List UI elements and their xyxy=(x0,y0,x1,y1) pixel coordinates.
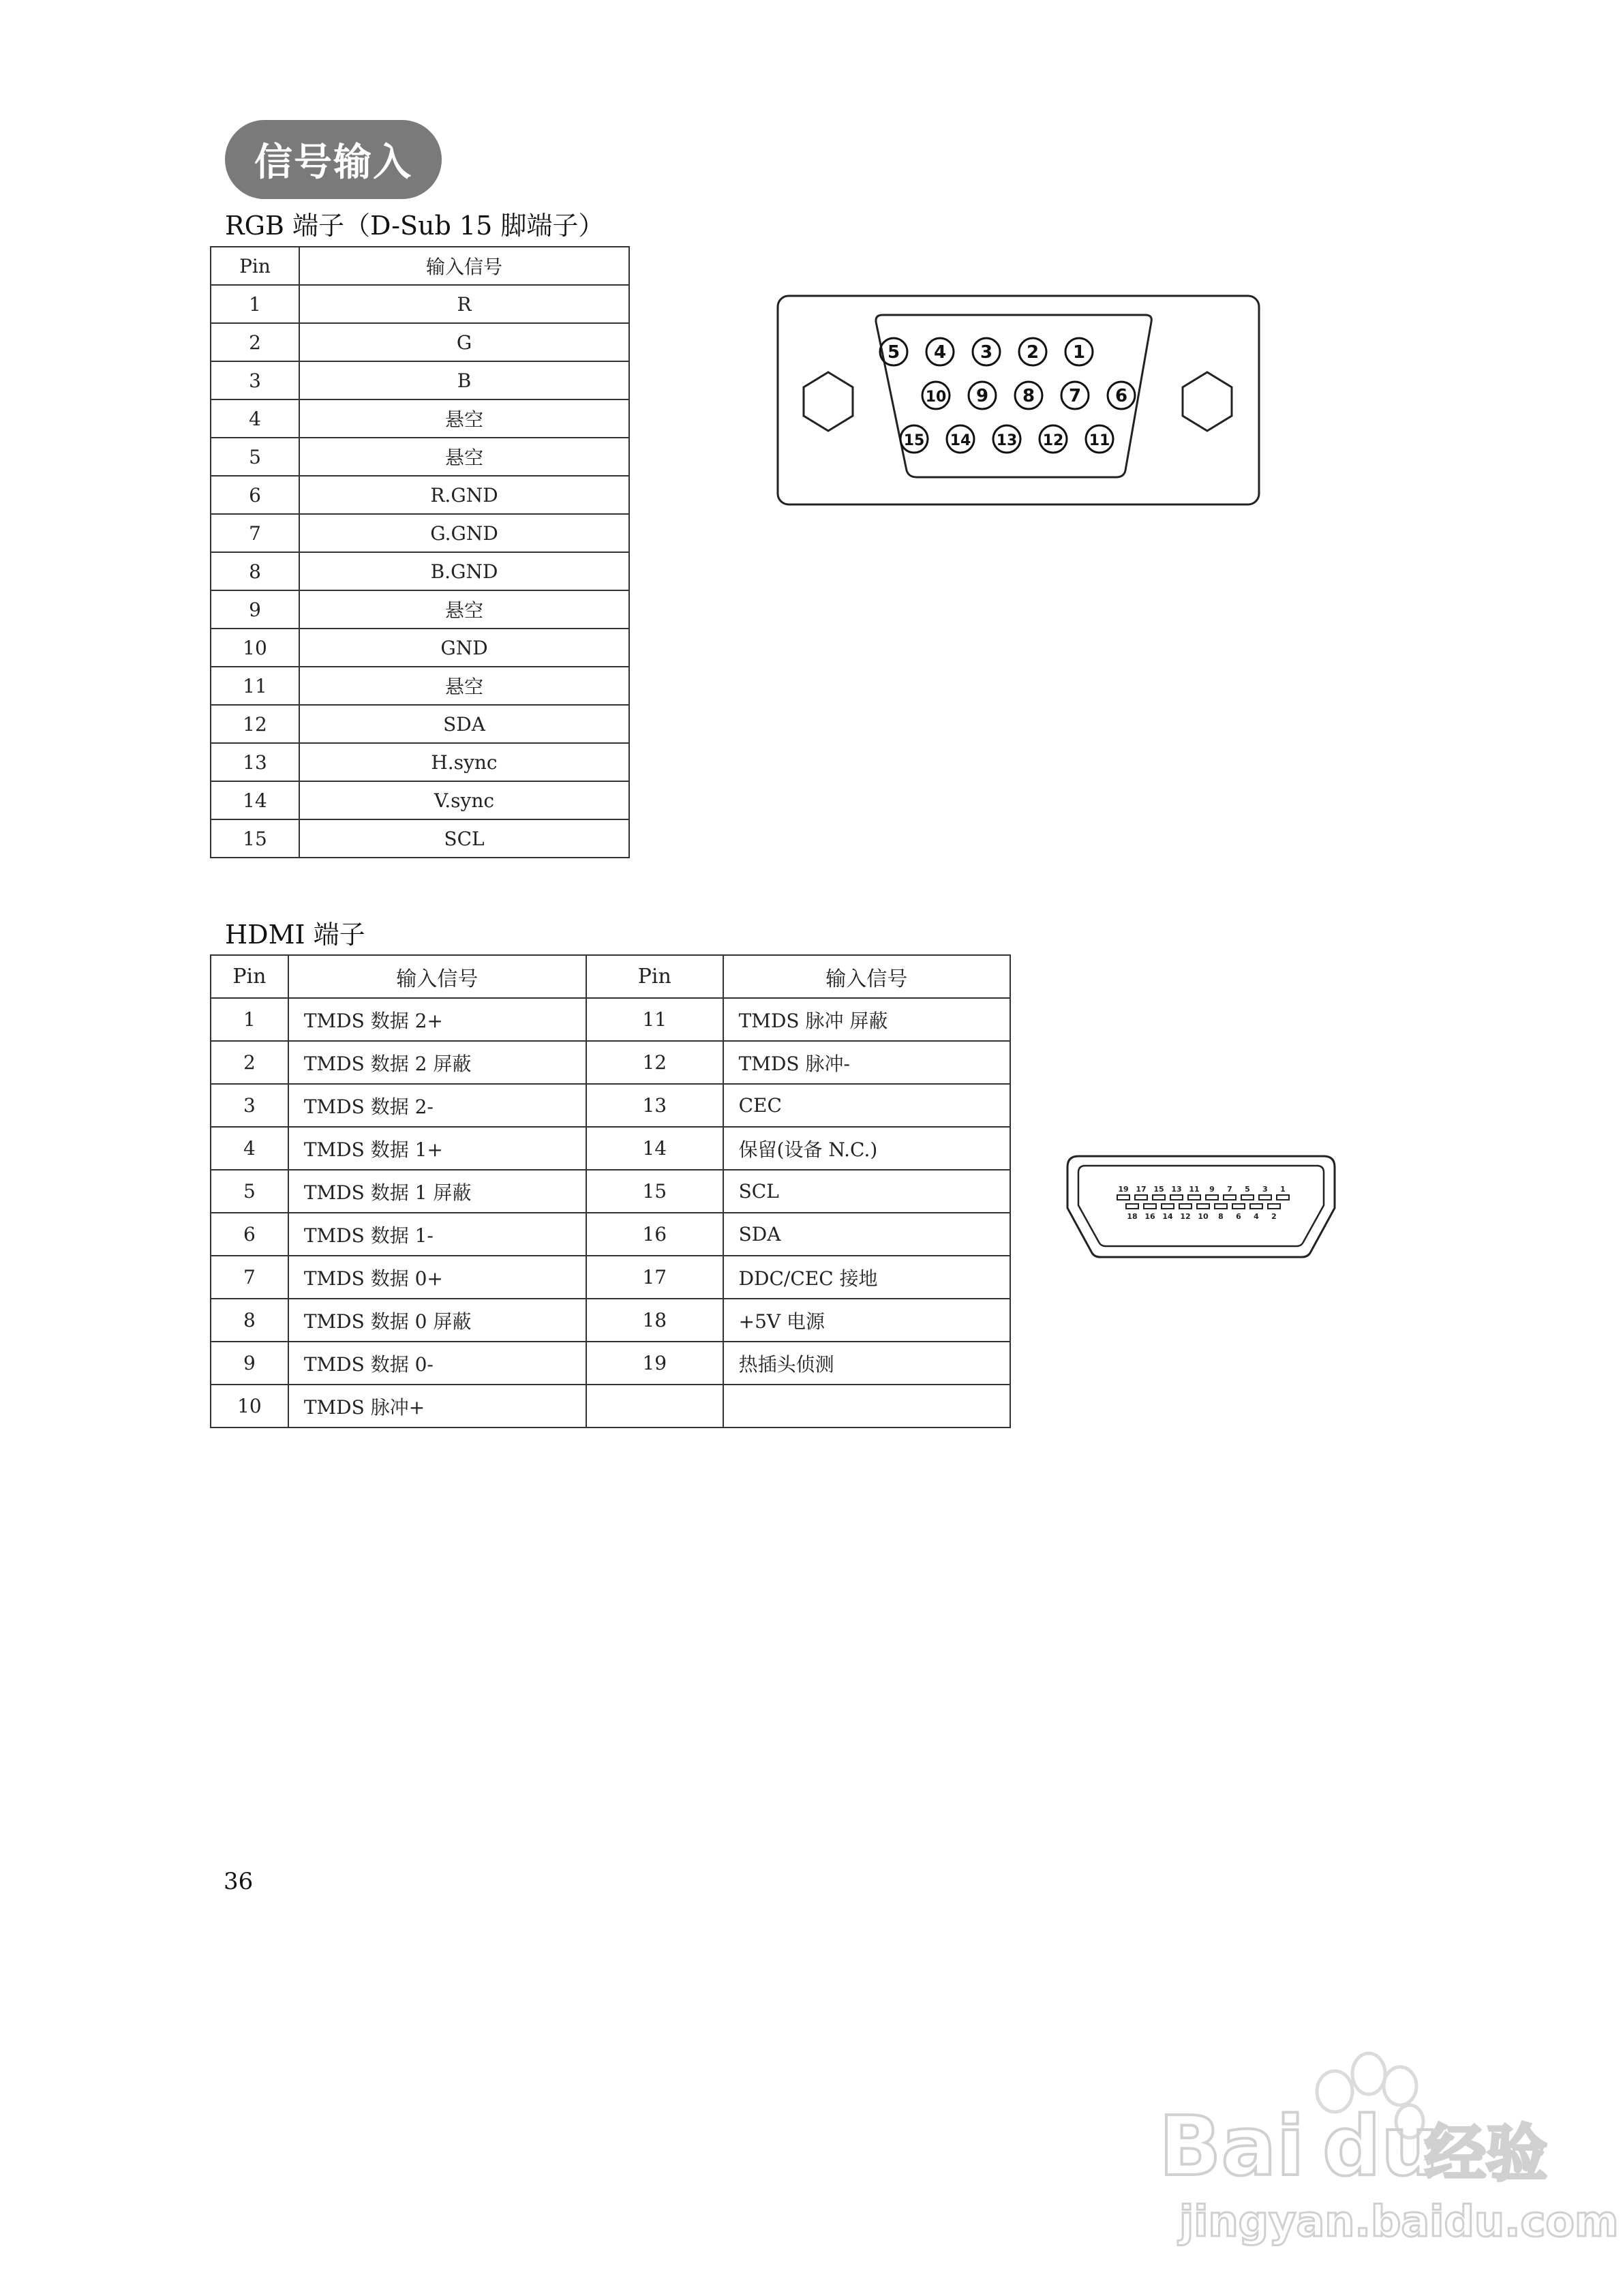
pin-number-left: 8 xyxy=(211,1299,288,1342)
hdmi-pin-label: 11 xyxy=(1189,1185,1200,1194)
hdmi-pin-contact xyxy=(1153,1195,1165,1200)
signal-name-left: TMDS 数据 2+ xyxy=(288,998,586,1041)
signal-name-left: TMDS 脉冲+ xyxy=(288,1385,586,1428)
vga-pin-label: 10 xyxy=(925,389,947,406)
signal-name-left: TMDS 数据 2- xyxy=(288,1084,586,1127)
pin-number-left: 5 xyxy=(211,1170,288,1213)
signal-name-right: TMDS 脉冲 屏蔽 xyxy=(723,998,1010,1041)
table-header-row xyxy=(211,247,629,285)
signal-name-right: +5V 电源 xyxy=(723,1299,1010,1342)
hdmi-pin-contact xyxy=(1232,1204,1245,1209)
vga-pin-label: 9 xyxy=(975,386,989,406)
hdmi-pin-contact xyxy=(1250,1204,1262,1209)
signal-name-left: TMDS 数据 0- xyxy=(288,1342,586,1385)
hdmi-pin-contact xyxy=(1215,1204,1227,1209)
hdmi-pin-contact xyxy=(1117,1195,1129,1200)
pin-number: 15 xyxy=(211,819,299,858)
watermark-logo xyxy=(1152,2038,1619,2256)
signal-name-right: SCL xyxy=(723,1170,1010,1213)
pin-number-right: 19 xyxy=(586,1342,723,1385)
section-title: 信号输入 xyxy=(225,120,442,199)
hdmi-pin-contact xyxy=(1197,1204,1209,1209)
hdmi-pin-table xyxy=(210,954,1011,1428)
signal-name: H.sync xyxy=(299,743,629,781)
pin-number-left: 2 xyxy=(211,1041,288,1084)
pin-number: 12 xyxy=(211,705,299,743)
hdmi-pin-contact xyxy=(1179,1204,1192,1209)
signal-name-left: TMDS 数据 2 屏蔽 xyxy=(288,1041,586,1084)
signal-name: 悬空 xyxy=(299,590,629,629)
pin-number: 4 xyxy=(211,399,299,438)
vga-pin-label: 11 xyxy=(1089,432,1110,449)
hdmi-pin-label: 15 xyxy=(1153,1185,1164,1194)
hdmi-pin-label: 10 xyxy=(1198,1212,1209,1221)
header-signal: 输入信号 xyxy=(299,247,629,285)
header-signal-left: 输入信号 xyxy=(288,955,586,998)
pin-number-right xyxy=(586,1385,723,1428)
hdmi-pin-label: 16 xyxy=(1144,1212,1155,1221)
hdmi-pin-label: 3 xyxy=(1262,1185,1268,1194)
header-pin-right: Pin xyxy=(586,955,723,998)
pin-number: 5 xyxy=(211,438,299,476)
signal-name-right: TMDS 脉冲- xyxy=(723,1041,1010,1084)
watermark-url: jingyan.baidu.com xyxy=(1179,2196,1619,2246)
signal-name-right: SDA xyxy=(723,1213,1010,1256)
pin-number-left: 10 xyxy=(211,1385,288,1428)
table-row xyxy=(211,285,629,323)
hdmi-caption: HDMI 端子 xyxy=(225,920,365,950)
table-row xyxy=(211,1256,1010,1299)
table-row xyxy=(211,1299,1010,1342)
pin-number: 14 xyxy=(211,781,299,819)
vga-pin-label: 15 xyxy=(903,432,925,449)
pin-number-left: 6 xyxy=(211,1213,288,1256)
signal-name: SCL xyxy=(299,819,629,858)
vga-pin-label: 4 xyxy=(933,342,947,363)
signal-name-right: CEC xyxy=(723,1084,1010,1127)
table-row xyxy=(211,323,629,361)
hdmi-pin-label: 4 xyxy=(1254,1212,1259,1221)
pin-number: 13 xyxy=(211,743,299,781)
svg-text:经验: 经验 xyxy=(1425,2118,1547,2190)
signal-name: R xyxy=(299,285,629,323)
signal-name: 悬空 xyxy=(299,667,629,705)
table-row xyxy=(211,590,629,629)
vga-pin-label: 5 xyxy=(887,342,900,363)
table-header-row xyxy=(211,955,1010,998)
signal-name: SDA xyxy=(299,705,629,743)
table-row xyxy=(211,1041,1010,1084)
hdmi-pin-contact xyxy=(1206,1195,1218,1200)
hdmi-connector-diagram xyxy=(1065,1153,1337,1260)
hdmi-pin-label: 6 xyxy=(1236,1212,1241,1221)
pin-number-right: 12 xyxy=(586,1041,723,1084)
pin-number: 2 xyxy=(211,323,299,361)
table-row xyxy=(211,361,629,399)
hdmi-pin-contact xyxy=(1170,1195,1183,1200)
signal-name: B.GND xyxy=(299,552,629,590)
pin-number-left: 1 xyxy=(211,998,288,1041)
hdmi-pin-label: 17 xyxy=(1136,1185,1147,1194)
pin-number: 7 xyxy=(211,514,299,552)
header-pin-left: Pin xyxy=(211,955,288,998)
hdmi-pin-contact xyxy=(1277,1195,1289,1200)
pin-number: 1 xyxy=(211,285,299,323)
table-row xyxy=(211,514,629,552)
pin-number: 10 xyxy=(211,629,299,667)
signal-name-right xyxy=(723,1385,1010,1428)
signal-name-left: TMDS 数据 0+ xyxy=(288,1256,586,1299)
hdmi-pin-label: 7 xyxy=(1227,1185,1232,1194)
vga-pin-label: 13 xyxy=(996,432,1018,449)
pin-number-left: 4 xyxy=(211,1127,288,1170)
hdmi-pin-contact xyxy=(1126,1204,1138,1209)
svg-text:du: du xyxy=(1322,2100,1440,2194)
hdmi-pin-contact xyxy=(1268,1204,1280,1209)
table-row xyxy=(211,1084,1010,1127)
pin-number-right: 11 xyxy=(586,998,723,1041)
signal-name-left: TMDS 数据 1+ xyxy=(288,1127,586,1170)
signal-name: G.GND xyxy=(299,514,629,552)
rgb-caption: RGB 端子（D-Sub 15 脚端子） xyxy=(225,211,605,241)
signal-name-right: 热插头侦测 xyxy=(723,1342,1010,1385)
table-row xyxy=(211,552,629,590)
svg-text:Bai: Bai xyxy=(1159,2100,1305,2194)
hdmi-pin-contact xyxy=(1144,1204,1156,1209)
table-row xyxy=(211,743,629,781)
table-row xyxy=(211,1170,1010,1213)
hdmi-pin-label: 2 xyxy=(1271,1212,1277,1221)
vga-pin-label: 6 xyxy=(1114,386,1128,406)
pin-number: 9 xyxy=(211,590,299,629)
hdmi-pin-label: 9 xyxy=(1209,1185,1215,1194)
hdmi-pin-contact xyxy=(1241,1195,1254,1200)
hdmi-pin-contact xyxy=(1259,1195,1271,1200)
vga-pin-label: 14 xyxy=(950,432,971,449)
hdmi-pin-label: 8 xyxy=(1218,1212,1224,1221)
pin-number: 11 xyxy=(211,667,299,705)
signal-name-left: TMDS 数据 1- xyxy=(288,1213,586,1256)
signal-name: R.GND xyxy=(299,476,629,514)
table-row xyxy=(211,705,629,743)
hdmi-pin-contact xyxy=(1188,1195,1200,1200)
vga-pin-label: 8 xyxy=(1022,386,1035,406)
hdmi-pin-label: 14 xyxy=(1162,1212,1173,1221)
signal-name-right: 保留(设备 N.C.) xyxy=(723,1127,1010,1170)
table-row xyxy=(211,1342,1010,1385)
pin-number-right: 17 xyxy=(586,1256,723,1299)
signal-name-left: TMDS 数据 0 屏蔽 xyxy=(288,1299,586,1342)
signal-name: V.sync xyxy=(299,781,629,819)
vga-pin-label: 12 xyxy=(1042,432,1064,449)
hdmi-pin-label: 13 xyxy=(1171,1185,1182,1194)
table-row xyxy=(211,629,629,667)
table-row xyxy=(211,667,629,705)
table-row xyxy=(211,1127,1010,1170)
rgb-pin-table xyxy=(210,246,630,858)
pin-number-right: 16 xyxy=(586,1213,723,1256)
vga-pin-label: 3 xyxy=(980,342,993,363)
table-row xyxy=(211,1385,1010,1428)
hdmi-pin-label: 19 xyxy=(1118,1185,1129,1194)
signal-name: 悬空 xyxy=(299,399,629,438)
hdmi-pin-contact xyxy=(1135,1195,1147,1200)
page-number: 36 xyxy=(224,1868,254,1895)
signal-name: 悬空 xyxy=(299,438,629,476)
pin-number-right: 15 xyxy=(586,1170,723,1213)
hdmi-pin-label: 18 xyxy=(1127,1212,1138,1221)
hdmi-pin-label: 12 xyxy=(1180,1212,1191,1221)
hdmi-pin-contact xyxy=(1162,1204,1174,1209)
signal-name: G xyxy=(299,323,629,361)
pin-number-right: 14 xyxy=(586,1127,723,1170)
signal-name-left: TMDS 数据 1 屏蔽 xyxy=(288,1170,586,1213)
table-row xyxy=(211,998,1010,1041)
pin-number-right: 18 xyxy=(586,1299,723,1342)
table-row xyxy=(211,819,629,858)
hdmi-pin-label: 5 xyxy=(1245,1185,1250,1194)
header-signal-right: 输入信号 xyxy=(723,955,1010,998)
vga-pin-label: 2 xyxy=(1026,342,1040,363)
pin-number-left: 9 xyxy=(211,1342,288,1385)
pin-number-right: 13 xyxy=(586,1084,723,1127)
pin-number: 3 xyxy=(211,361,299,399)
pin-number-left: 7 xyxy=(211,1256,288,1299)
table-row xyxy=(211,781,629,819)
vga-pin-label: 7 xyxy=(1068,386,1082,406)
header-pin: Pin xyxy=(211,247,299,285)
hdmi-pin-contact xyxy=(1224,1195,1236,1200)
table-row xyxy=(211,438,629,476)
pin-number: 8 xyxy=(211,552,299,590)
signal-name: GND xyxy=(299,629,629,667)
hdmi-pin-label: 1 xyxy=(1280,1185,1286,1194)
vga-connector-diagram xyxy=(774,292,1263,509)
table-row xyxy=(211,476,629,514)
pin-number: 6 xyxy=(211,476,299,514)
table-row xyxy=(211,1213,1010,1256)
pin-number-left: 3 xyxy=(211,1084,288,1127)
vga-pin-label: 1 xyxy=(1072,342,1086,363)
table-row xyxy=(211,399,629,438)
signal-name-right: DDC/CEC 接地 xyxy=(723,1256,1010,1299)
signal-name: B xyxy=(299,361,629,399)
